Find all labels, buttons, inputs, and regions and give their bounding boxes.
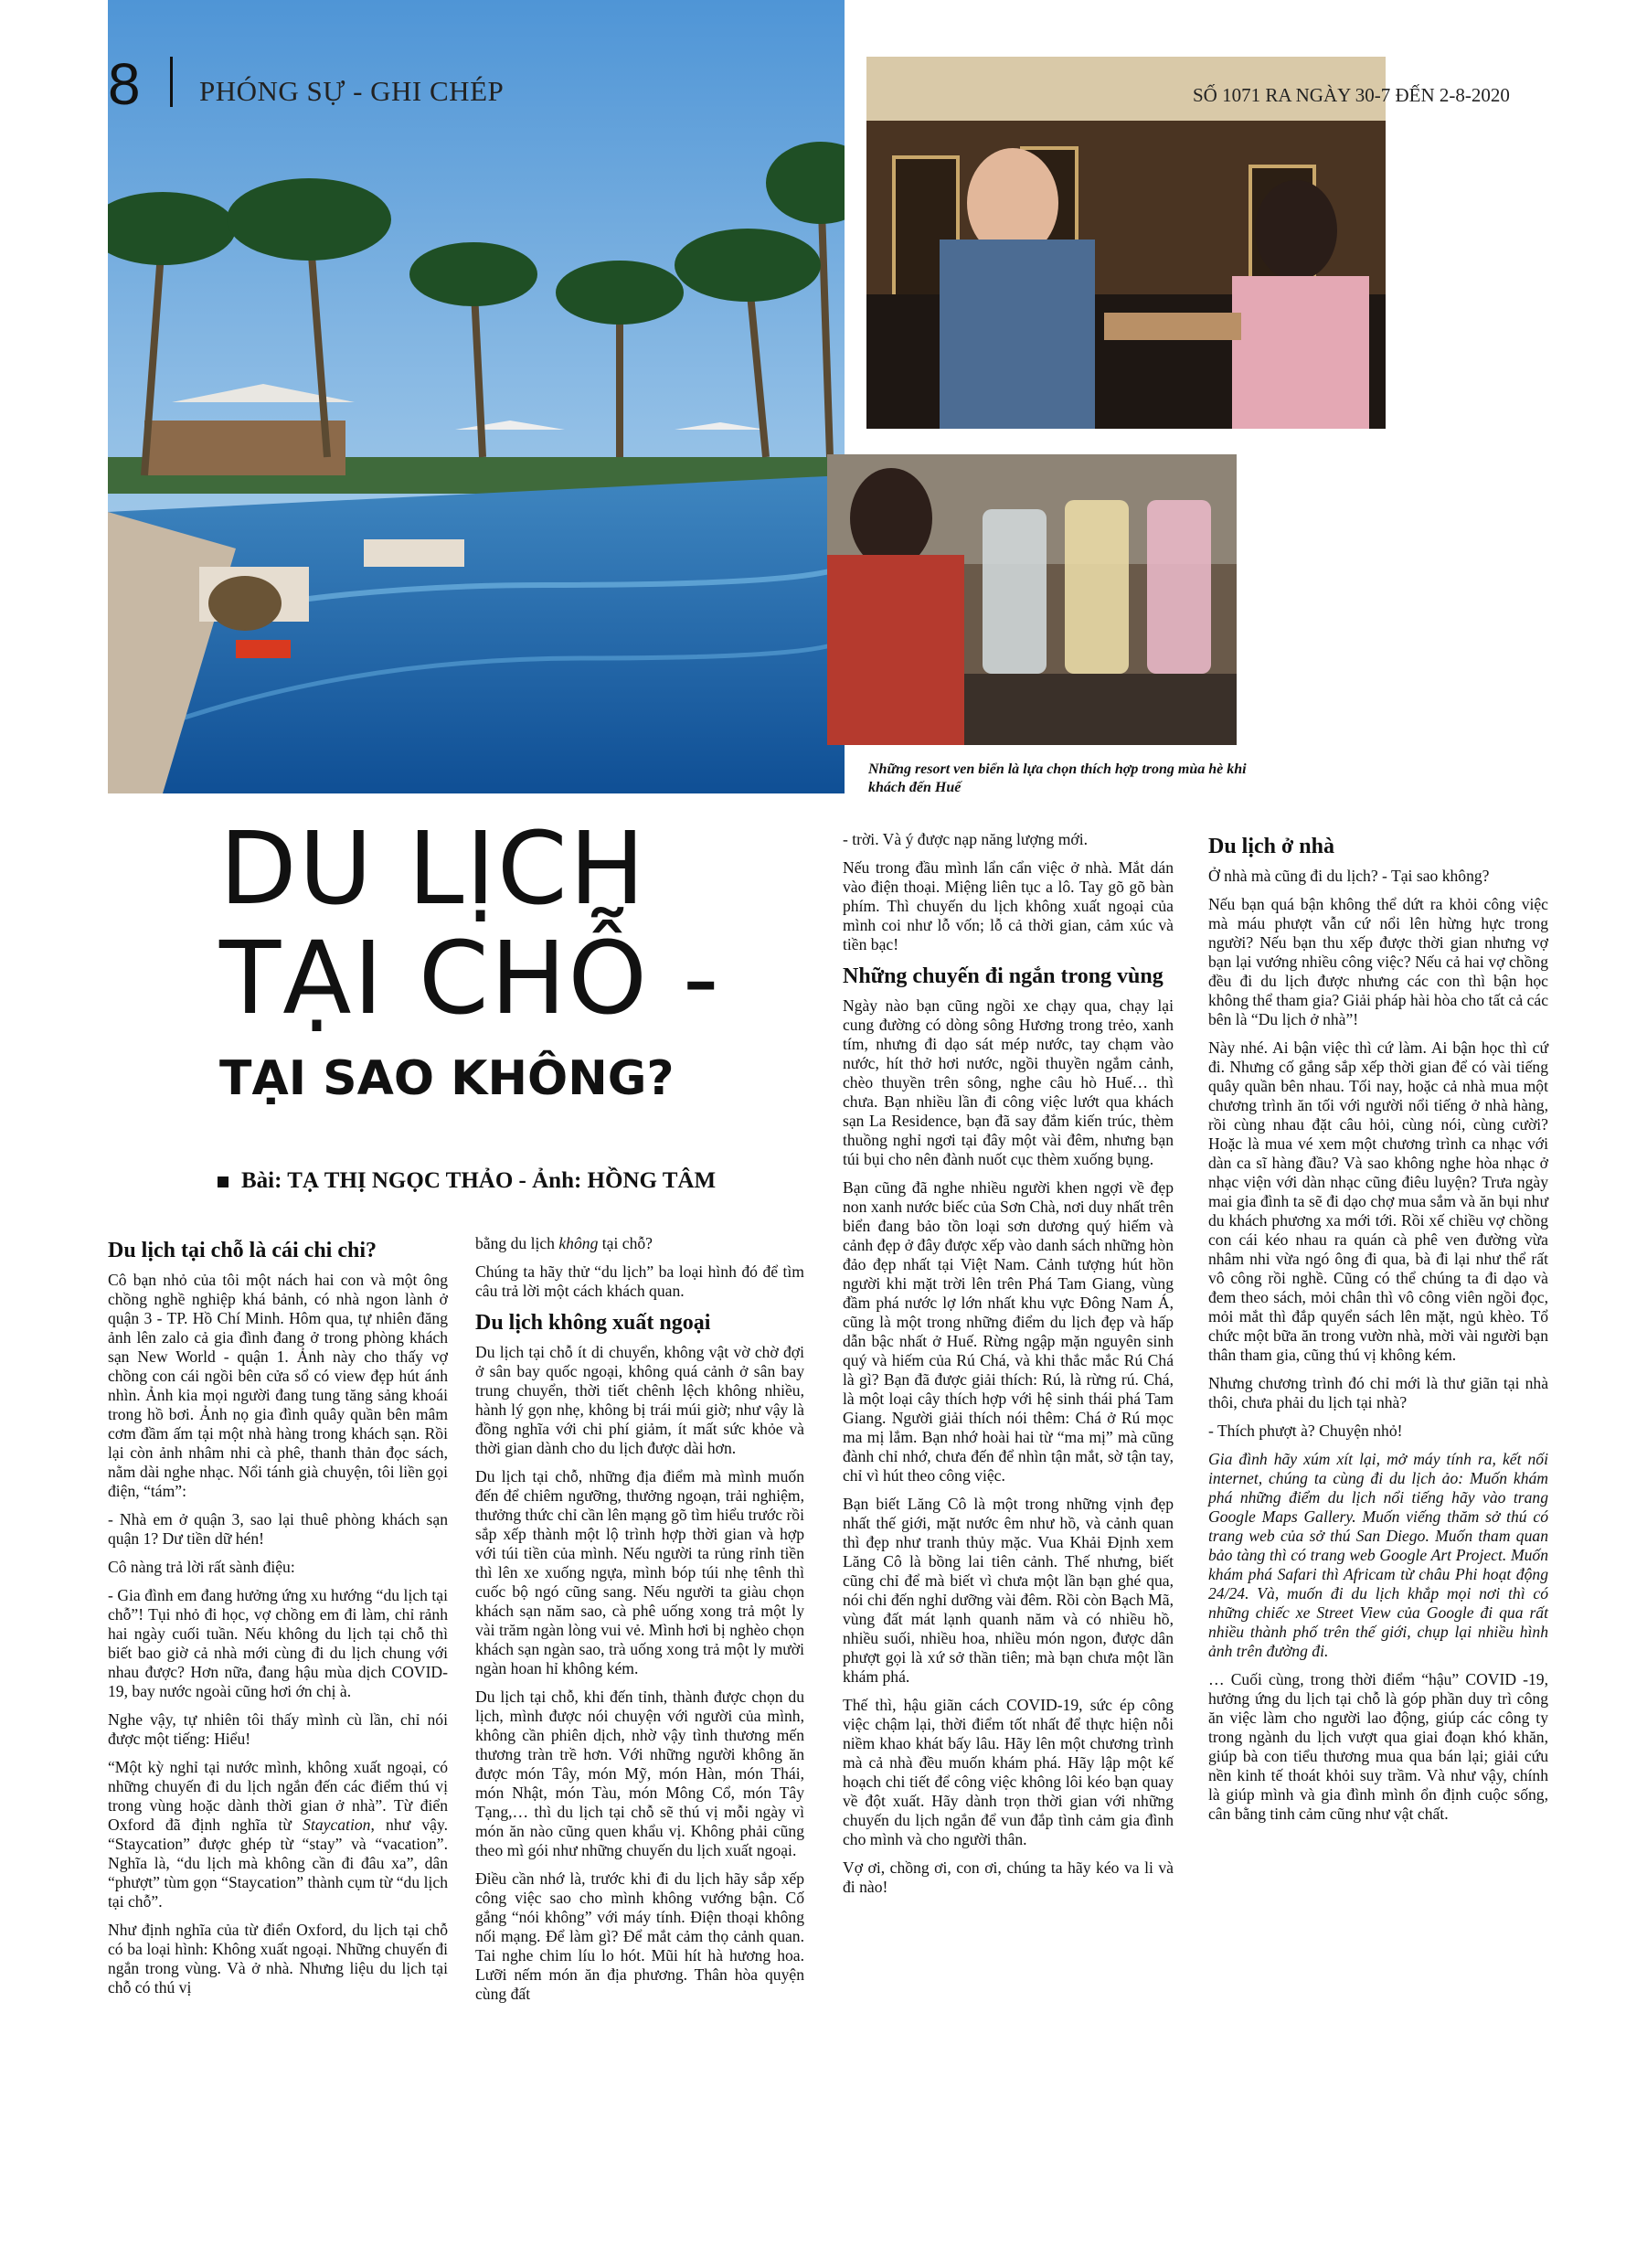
restaurant-photo: [866, 57, 1386, 429]
paragraph: Này nhé. Ai bận việc thì cứ làm. Ai bận học thì cứ đi. Nhưng cố gắng sắp xếp thời gian để có vài tiếng quây quần bên nhau. Tối nay, hoặc cả nhà mua một chương trình ăn tối với người nổi tiếng ở nhà hàng, rồi cùng nhau đặt câu hỏi, cùng nói, cùng cười? Hoặc là mua vé xem một chương trình ca nhạc với dàn ca sĩ hàng đầu? Và sao không nghe hòa nhạc ở nhạc viện với dàn nhạc cũng điêu luyện? Trưa ngày mai gia đình ta sẽ đi dạo chợ mua sắm và ăn bụi như du khách phương xa mới tới. Rồi xế chiều vợ chồng con cái kéo nhau ra quán cà phê ven đường vừa nhâm nhi vừa ngó ông đi qua, bà đi lại như thể rất vô công rồi nghề. Cũng có thể chúng ta đi dạo và đem theo sách, mỏi chân thì vô công viên ngồi đọc, mỏi mắt thì đắp quyển sách lên mặt, ngủ khèo. Tổ chức một bữa ăn trong vườn nhà, mời vài người bạn thân tham gia, cũng thú vị không kém.: [1208, 1038, 1548, 1364]
paragraph: Nếu bạn quá bận không thể dứt ra khỏi công việc mà máu phượt vẫn cứ nổi lên hừng hực trong người? Nếu bạn thu xếp được thời gian nhưng vợ bạn lại vướng nhiều công việc? Nếu cả hai vợ chồng đều đi du lịch được nhưng các con thì bận học không thể tham gia? Giải pháp hài hòa cho tất cả các bên là “Du lịch ở nhà”!: [1208, 895, 1548, 1028]
paragraph: - Thích phượt à? Chuyện nhỏ!: [1208, 1421, 1403, 1440]
headline-subtitle: TẠI SAO KHÔNG?: [219, 1051, 675, 1106]
paragraph: Thế thì, hậu giãn cách COVID-19, sức ép công việc chậm lại, thời điểm tốt nhất để thực hiện nỗi niềm khao khát bấy lâu. Hãy lên một chương trình mà cả nhà đều muốn khám phá. Hãy lập một kế hoạch chi tiết để công việc không lôi kéo bạn quay về đột xuất. Hãy dành trọn thời gian với những chuyến du lịch ngắn để vun đắp tình cảm gia đình cho mình và cho người thân.: [843, 1696, 1174, 1848]
photo-caption: Những resort ven biển là lựa chọn thích hợp trong mùa hè khi khách đến Huế: [868, 761, 1247, 795]
article-column-3: [843, 830, 1174, 1906]
resort-pool-photo: [108, 0, 845, 793]
text-run: “Một kỳ nghỉ tại nước mình, không xuất ngoại, có những chuyến đi du lịch ngắn đến các điểm thú vị trong vùng hoặc dành thời gian ở nhà”. Từ điển Oxford đã định nghĩa từ: [108, 1758, 448, 1834]
paragraph: Nghe vậy, tự nhiên tôi thấy mình cù lần, chỉ nói được một tiếng: Hiểu!: [108, 1710, 448, 1748]
article-column-4: [1208, 830, 1548, 1833]
issue-info: SỐ 1071 RA NGÀY 30-7 ĐẾN 2-8-2020: [1193, 84, 1510, 106]
section-title: PHÓNG SỰ - GHI CHÉP: [199, 75, 505, 107]
paragraph: Bạn cũng đã nghe nhiều người khen ngợi về đẹp non xanh nước biếc của Sơn Chà, nơi duy nhất trên biển đang bảo tồn loại sơn dương quý hiếm và cảnh đẹp ở đây được xếp vào danh sách những hòn đảo đẹp nhất tại Việt Nam. Cảnh tượng hút hồn người khi mặt trời lên trên Phá Tam Giang, vùng đầm phá nước lợ lớn nhất khu vực Đông Nam Á, cũng là một trong những điểm du lịch đẹp và hấp dẫn bậc nhất ở Huế. Rừng ngập mặn nguyên sinh quý và hiếm của Rú Chá, và khi thắc mắc Rú Chá là gì? Bạn đã được giải thích: Rú, là rừng rú. Chá, là một loại cây thích hợp với hệ sinh thái phá Tam Giang. Người giải thích nói thêm: Chá ở Rú mọc ma mị lắm. Bạn nhớ hoài hai từ “ma mị” mà cũng đành chỉ nhớ, chưa đến để nhìn tận mắt, sờ tận tay, chỉ vì hút theo công việc.: [843, 1178, 1174, 1485]
paragraph: Nếu trong đầu mình lẩn cẩn việc ở nhà. Mắt dán vào điện thoại. Miệng liên tục a lô. Tay gõ gõ bàn phím. Thì chuyến du lịch không xuất ngoại của mình coi như lỗ vốn; lỗ cả thời gian, cảm xúc và tiền bạc!: [843, 858, 1174, 953]
page-number: 8: [108, 51, 141, 117]
article-column-1: [108, 1234, 448, 2007]
byline: [218, 1168, 716, 1194]
paragraph: - trời. Và ý được nạp năng lượng mới.: [843, 830, 1089, 848]
paragraph: Cô bạn nhỏ của tôi một nách hai con và một ông chồng nghề nghiệp khá bảnh, có nhà ngon lành ở quận 3 - TP. Hồ Chí Minh. Hôm qua, tự nhiên đăng ảnh lên zalo cả gia đình đang ở trong phòng khách sạn New World - quận 1. Ảnh này cho thấy vợ chồng con cái ngồi bên cửa sổ có view đẹp hút ánh nhìn. Ảnh kia mọi người đang tung tăng sảng khoái trong hồ bơi. Ảnh nọ gia đình quây quần bên mâm cơm đầm ấm tại một nhà hàng trong khách sạn. Rồi lại còn ảnh nhâm nhi cà phê, thanh thản đọc sách, nằm dài nghe nhạc. Nổi tánh già chuyện, tôi liền gọi điện, “tám”:: [108, 1271, 448, 1500]
bullet-square-icon: [218, 1177, 228, 1187]
header-divider: [170, 57, 173, 107]
paragraph: Ở nhà mà cũng đi du lịch? - Tại sao không?: [1208, 867, 1490, 885]
paragraph: Nhưng chương trình đó chỉ mới là thư giãn tại nhà thôi, chưa phải du lịch tại nhà?: [1208, 1374, 1548, 1411]
text-run: , như vậy. “Staycation” được ghép từ “stay” và “vacation”. Nghĩa là, “du lịch mà không cần đi đâu xa”, dân “phượt” tùm gọn “Staycation” thành cụm từ “du lịch tại chỗ”.: [108, 1815, 449, 1911]
paragraph: Du lịch tại chỗ ít di chuyển, không vật vờ chờ đợi ở sân bay quốc ngoại, không quá cảnh ở sân bay trung chuyển, thời tiết chênh lệch không nhiều, hành lý gọn nhẹ, không bị trái múi giờ; như vậy là đồng nghĩa với chi phí giảm, ít mất sức khỏe và thời gian dành cho du lịch được dài hơn.: [475, 1343, 804, 1457]
paragraph: … Cuối cùng, trong thời điểm “hậu” COVID -19, hưởng ứng du lịch tại chỗ là góp phần duy trì công ăn việc làm cho người lao động, giúp các công ty trong ngành du lịch vượt qua giai đoạn khó khăn, giúp bà con tiểu thương mua qua bán lại; giải cứu nền kinh tế thoát khỏi suy trầm. Và như vậy, chính là giúp mình và gia đình mình ổn định cuộc sống, cân bằng tinh cảm cũng như vật chất.: [1208, 1670, 1548, 1823]
paragraph: Du lịch tại chỗ, khi đến tỉnh, thành được chọn du lịch, mình được nói chuyện với người của mình, không cần phiên dịch, nhờ vậy tình thương mến thương tràn trề hơn. Với những người không ăn được món Tây, món Mỹ, món Hàn, món Thái, món Nhật, món Tàu, món Mông Cổ, món Tây Tạng,… thì du lịch tại chỗ sẽ thú vị mỗi ngày vì món ăn nào cũng quen khẩu vị. Không phải cũng theo mì gói như những chuyến du lịch xuất ngoại.: [475, 1688, 804, 1859]
paragraph: Bạn biết Lăng Cô là một trong những vịnh đẹp nhất thế giới, mặt nước êm như hồ, và cảnh quan thì đẹp như tranh thủy mặc. Vua Khải Định xem Lăng Cô là bồng lai tiên cảnh. Thế nhưng, biết cũng chỉ để mà biết vì chưa một lần bạn ghé qua, nói chi đến nghỉ dưỡng vài đêm. Rồi còn Bạch Mã, vùng đất mát lạnh quanh năm và có nhiều hồ, nhiều suối, nhiều hoa, nhiều món ngon, được dân phượt gọi là xứ sở thần tiên; mà bạn chưa một lần khám phá.: [843, 1495, 1174, 1686]
italic-paragraph: Gia đình hãy xúm xít lại, mở máy tính ra, kết nối internet, chúng ta cùng đi du lịch ảo: Muốn khám phá những điểm du lịch nổi tiếng hãy vào trang Google Maps Gallery. Muốn viếng thăm sở thú có trang web của sở thú San Diego. Muốn tham quan bảo tàng thì có trang web Google Art Project. Muốn khám phá Safari thì Africam từ châu Phi hoạt động 24/24. Và, muốn đi du lịch khắp mọi nơi thì có những chiếc xe Street View của Google đi qua rất nhiều thành phố trên thế giới, chụp lại nhiều hình ảnh trên đường đi.: [1208, 1450, 1548, 1660]
text-run: tại chỗ?: [598, 1234, 653, 1252]
subheading: Du lịch ở nhà: [1208, 835, 1334, 858]
paragraph: Cô nàng trả lời rất sành điệu:: [108, 1558, 295, 1576]
paragraph: [108, 1758, 448, 1911]
headline-line2: TẠI CHỖ -: [219, 920, 721, 1037]
paragraph: Điều cần nhớ là, trước khi đi du lịch hãy sắp xếp công việc sao cho mình không vướng bận. Cố gắng “nói không” với máy tính. Điện thoại không nối mạng. Để làm gì? Để mắt cảm thọ cảnh quan. Tai nghe chim líu lo hót. Mũi hít hà hương hoa. Lưỡi nếm món ăn địa phương. Thân hòa quyện cùng đất: [475, 1869, 804, 2003]
paragraph: Du lịch tại chỗ, những địa điểm mà mình muốn đến để chiêm ngưỡng, thưởng ngoạn, trải nghiệm, thưởng thức chỉ cần lên mạng gõ tìm hiểu trước rồi sắp xếp thành một lộ trình hợp thời gian và hợp với túi tiền của mình. Nếu người ta rủng rỉnh tiền thì lên xe xuống ngựa, mình bóp túi nhẹ tênh thì cuốc bộ ngó cũng sang. Nếu người ta giàu chọn khách sạn năm sao, cà phê uống xong trả một ly vài trăm ngàn lòng vui vẻ. Mình hơi bị nghèo chọn khách sạn ngàn sao, trà uống xong trả một ly mười ngàn hoan hỉ không kém.: [475, 1467, 804, 1677]
paragraph: [475, 1234, 804, 1253]
paragraph: - Gia đình em đang hưởng ứng xu hướng “du lịch tại chỗ”! Tụi nhỏ đi học, vợ chồng em đi làm, chỉ rảnh hai ngày cuối tuần. Nếu không du lịch tại chỗ thì biết bao giờ cả nhà mới cùng đi du lịch chung với nhau được? Hơn nữa, đang hậu mùa dịch COVID-19, bay nước ngoài cũng hơi ớn chị à.: [108, 1586, 448, 1700]
paragraph: Ngày nào bạn cũng ngồi xe chạy qua, chạy lại cung đường có dòng sông Hương trong trẻo, xanh tím, nhưng đi dạo sát mép nước, tay chạm vào nước, hít thở hơi nước, ngồi thuyền ngắm cảnh, chèo thuyền trên sông, nghe câu hò Huế… thì chưa. Bạn nhiều lần đi công việc lướt qua khách sạn La Residence, bạn đã say đắm kiến trúc, thèm thuồng nghỉ ngơi tại đây một vài đêm, nhưng bạn túi bụi cho nên đành nuốt cục thèm xuống bụng.: [843, 996, 1174, 1168]
subheading: Du lịch không xuất ngoại: [475, 1311, 711, 1335]
italic-term: không: [558, 1234, 599, 1252]
paragraph: - Nhà em ở quận 3, sao lại thuê phòng khách sạn quận 1? Dư tiền dữ hén!: [108, 1510, 448, 1548]
italic-term: Staycation: [303, 1815, 371, 1834]
text-run: bằng du lịch: [475, 1234, 559, 1252]
paragraph: Chúng ta hãy thử “du lịch” ba loại hình đó để tìm câu trả lời một cách khách quan.: [475, 1262, 804, 1300]
byline-text: Bài: TẠ THỊ NGỌC THẢO - Ảnh: HỒNG TÂM: [241, 1168, 717, 1193]
subheading: Những chuyến đi ngắn trong vùng: [843, 964, 1164, 988]
paragraph: Như định nghĩa của từ điển Oxford, du lịch tại chỗ có ba loại hình: Không xuất ngoại. Những chuyến đi ngắn trong vùng. Và ở nhà. Nhưng liệu du lịch tại chỗ có thú vị: [108, 1921, 448, 1996]
article-column-2: [475, 1234, 804, 2013]
headline-line1: DU LỊCH: [219, 810, 647, 927]
drink-station-photo: [827, 454, 1237, 745]
subheading: Du lịch tại chỗ là cái chi chi?: [108, 1239, 377, 1262]
paragraph: Vợ ơi, chồng ơi, con ơi, chúng ta hãy kéo va li và đi nào!: [843, 1858, 1174, 1896]
